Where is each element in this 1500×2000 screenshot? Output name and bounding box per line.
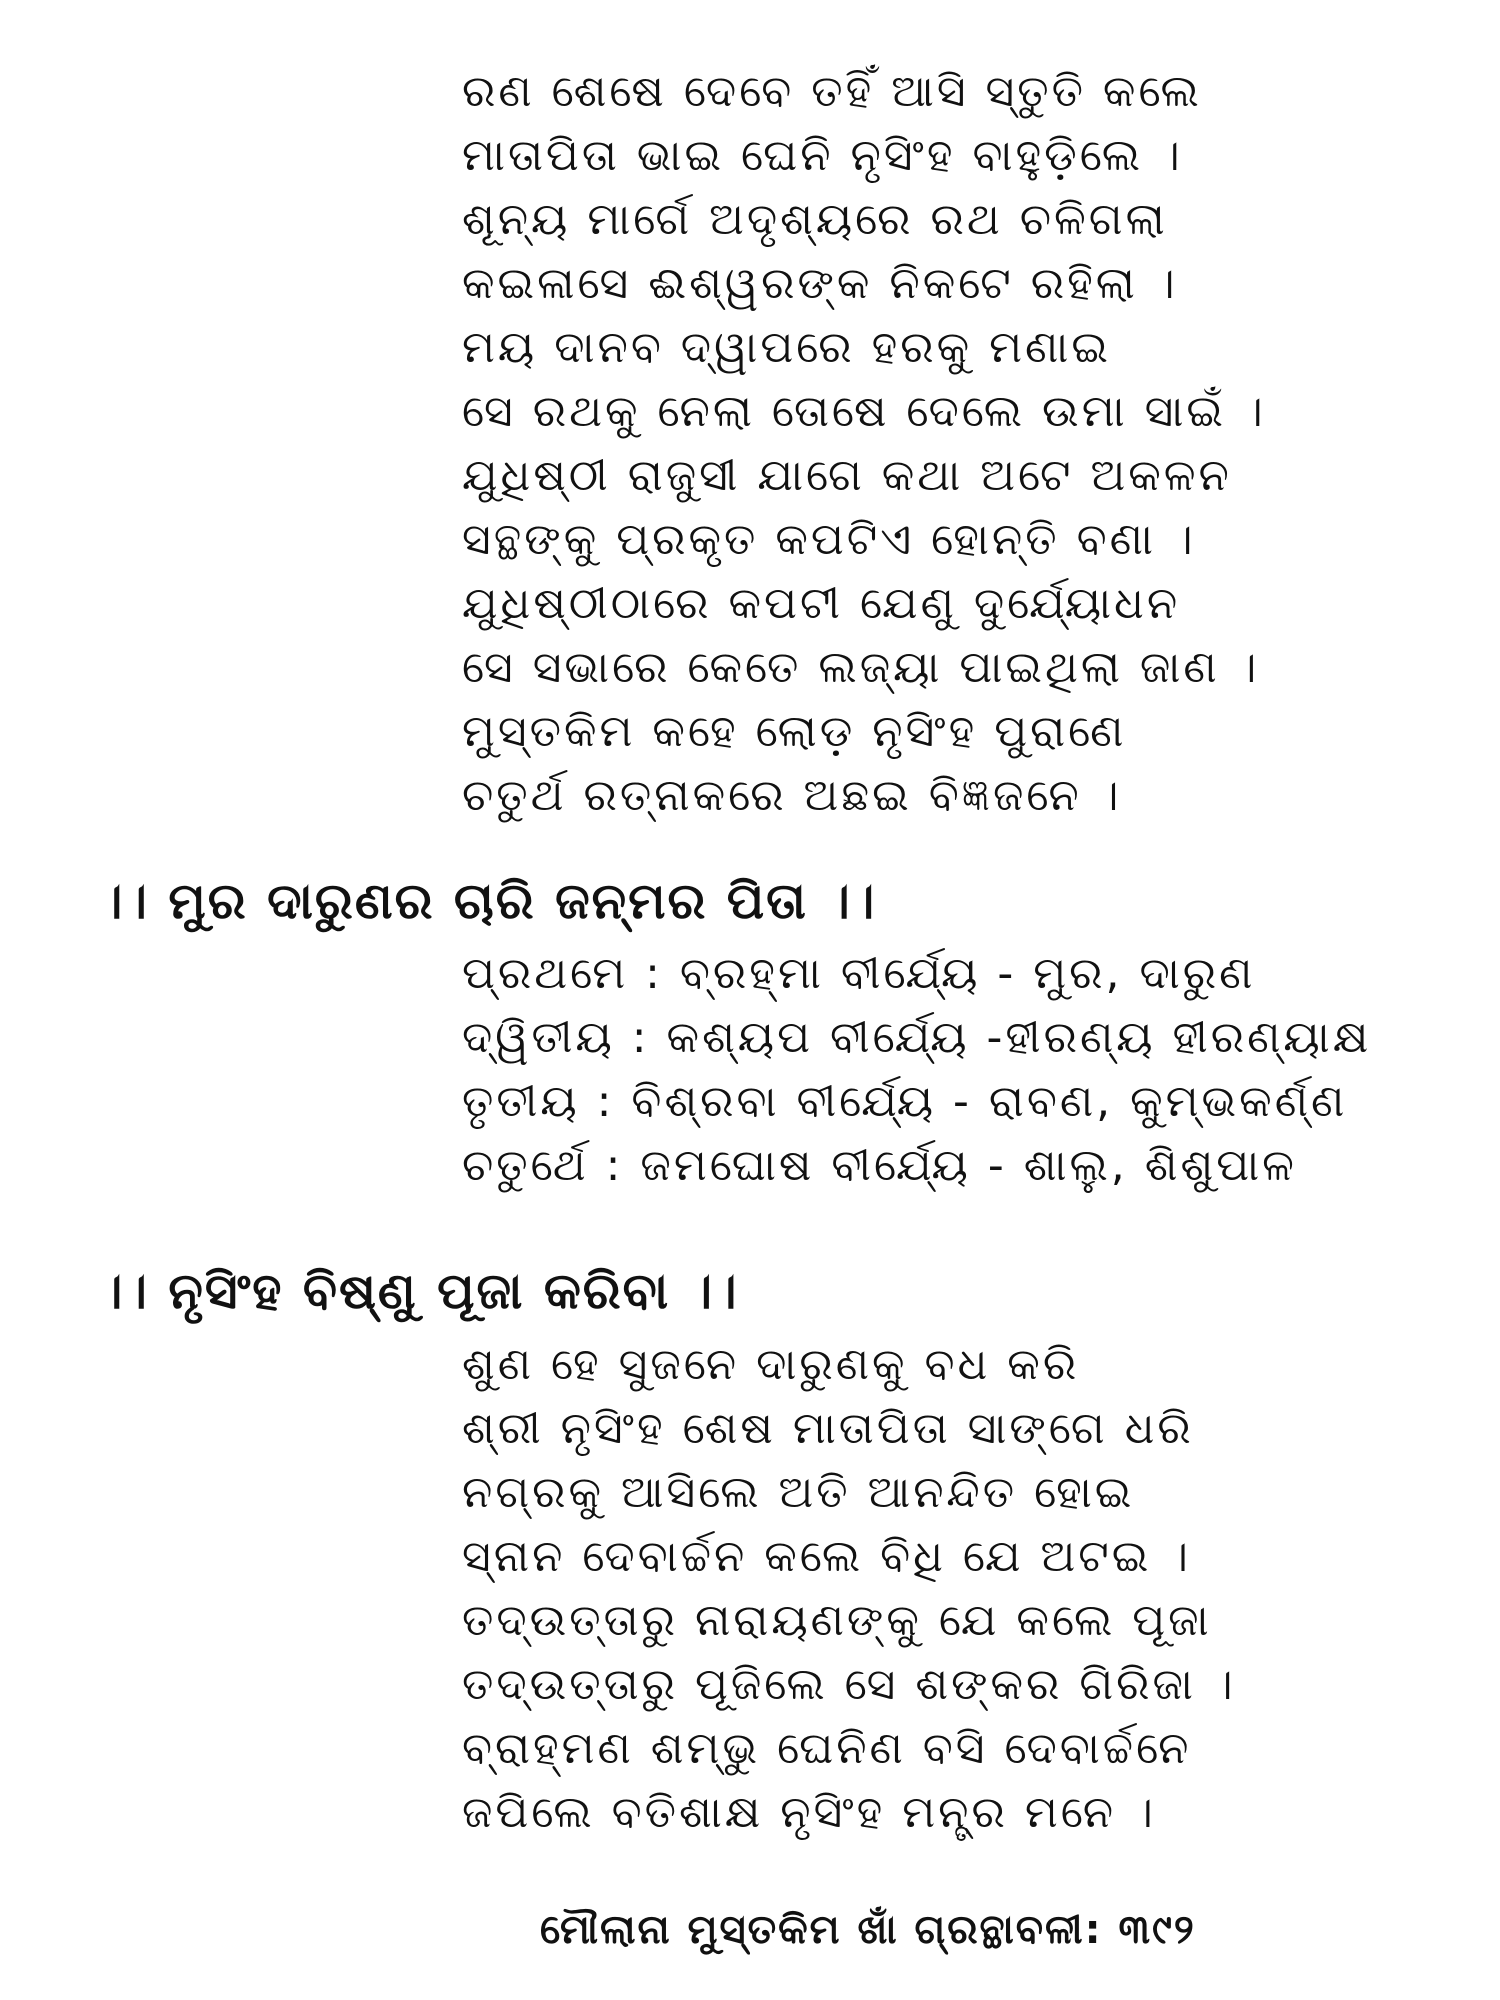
fathers-list-item: ତୃତୀୟ : ବିଶ୍ରବା ବୀର୍ଯ୍ୟେ - ରାବଣ, କୁମ୍ଭକର୍ଣ୍ଣ	[462, 1076, 1348, 1127]
verse-stanza-2	[462, 1333, 1236, 1845]
verse-line: ସ୍ନାନ ଦେବାର୍ଚ୍ଚନ କଲେ ବିଧି ଯେ ଅଟଇ ।	[462, 1531, 1192, 1582]
verse-line: ସେ ସଭାରେ କେତେ ଲଜ୍ୟା ପାଇଥିଲା ଜାଣ ।	[462, 642, 1260, 693]
verse-line: ଶ୍ରୀ ନୃସିଂହ ଶେଷ ମାତାପିତା ସାଙ୍ଗେ ଧରି	[462, 1403, 1194, 1454]
verse-line: ଶୂନ୍ୟ ମାର୍ଗେ ଅଦୃଶ୍ୟରେ ରଥ ଚଳିଗଲା	[462, 194, 1168, 245]
verse-line: ବ୍ରାହ୍ମଣ ଶମ୍ଭୁ ଘେନିଣ ବସି ଦେବାର୍ଚ୍ଚନେ	[462, 1723, 1192, 1774]
section-heading-nrusimha-puja: ।। ନୃସିଂହ ବିଷ୍ଣୁ ପୂଜା କରିବା ।।	[100, 1262, 739, 1320]
verse-line: ଯୁଧିଷ୍ଠୀ ରାଜୁସୀ ଯାଗେ କଥା ଅଟେ ଅକଳନ	[462, 450, 1232, 501]
fathers-list-item: ପ୍ରଥମେ : ବ୍ରହ୍ମା ବୀର୍ଯ୍ୟେ - ମୁର, ଦାରୁଣ	[462, 948, 1256, 999]
fathers-list	[462, 942, 1371, 1198]
verse-line: ରଣ ଶେଷେ ଦେବେ ତହିଁ ଆସି ସ୍ତୁତି କଲେ	[462, 66, 1202, 117]
verse-line: ମୟ ଦାନବ ଦ୍ୱାପରେ ହରକୁ ମଣାଇ	[462, 322, 1111, 373]
verse-line: ନଗ୍ରକୁ ଆସିଲେ ଅତି ଆନନ୍ଦିତ ହୋଇ	[462, 1467, 1135, 1518]
verse-stanza-1	[462, 60, 1266, 828]
verse-line: ସେ ରଥକୁ ନେଲା ତୋଷେ ଦେଲେ ଉମା ସାଇଁ ।	[462, 386, 1266, 437]
fathers-list-item: ଚତୁର୍ଥେ : ଜମଘୋଷ ବୀର୍ଯ୍ୟେ - ଶାଲୁ, ଶିଶୁପାଳ	[462, 1140, 1297, 1191]
verse-line: କଇଳାସେ ଈଶ୍ୱରଙ୍କ ନିକଟେ ରହିଲା ।	[462, 258, 1178, 309]
verse-line: ମୁସ୍ତକିମ କହେ ଲୋଡ଼ ନୃସିଂହ ପୁରାଣେ	[462, 706, 1127, 757]
verse-line: ଶୁଣ ହେ ସୁଜନେ ଦାରୁଣକୁ ବଧ କରି	[462, 1339, 1080, 1390]
verse-line: ତଦ୍‌ଉତ୍ତାରୁ ପୂଜିଲେ ସେ ଶଙ୍କର ଗିରିଜା ।	[462, 1659, 1236, 1710]
verse-line: ମାତାପିତା ଭାଇ ଘେନି ନୃସିଂହ ବାହୁଡ଼ିଲେ ।	[462, 130, 1183, 181]
verse-line: ଜପିଲେ ବତିଶାକ୍ଷ ନୃସିଂହ ମନ୍ତ୍ର ମନେ ।	[462, 1787, 1156, 1838]
verse-line: ସନ୍ଥଙ୍କୁ ପ୍ରକୃତ କପଟିଏ ହୋନ୍ତି ବଣା ।	[462, 514, 1196, 565]
page-footer-book-title-page-number: ମୌଲାନା ମୁସ୍ତକିମ ଖାଁ ଗ୍ରନ୍ଥାବଳୀ: ୩୯୨	[540, 1907, 1196, 1953]
verse-line: ତଦ୍‌ଉତ୍ତାରୁ ନାରାୟଣଙ୍କୁ ଯେ କଲେ ପୂଜା	[462, 1595, 1212, 1646]
section-heading-mura-daruna: ।। ମୁର ଦାରୁଣର ଚାରି ଜନ୍ମର ପିତା ।।	[100, 872, 877, 930]
fathers-list-item: ଦ୍ୱିତୀୟ : କଶ୍ୟପ ବୀର୍ଯ୍ୟେ -ହୀରଣ୍ୟ ହୀରଣ୍ୟାକ୍ଷ	[462, 1012, 1372, 1063]
verse-line: ଯୁଧିଷ୍ଠୀଠାରେ କପଟୀ ଯେଣୁ ଦୁର୍ଯ୍ୟୋଧନ	[462, 578, 1181, 629]
verse-line: ଚତୁର୍ଥ ରତ୍ନାକରେ ଅଛଇ ବିଜ୍ଞଜନେ ।	[462, 770, 1122, 821]
